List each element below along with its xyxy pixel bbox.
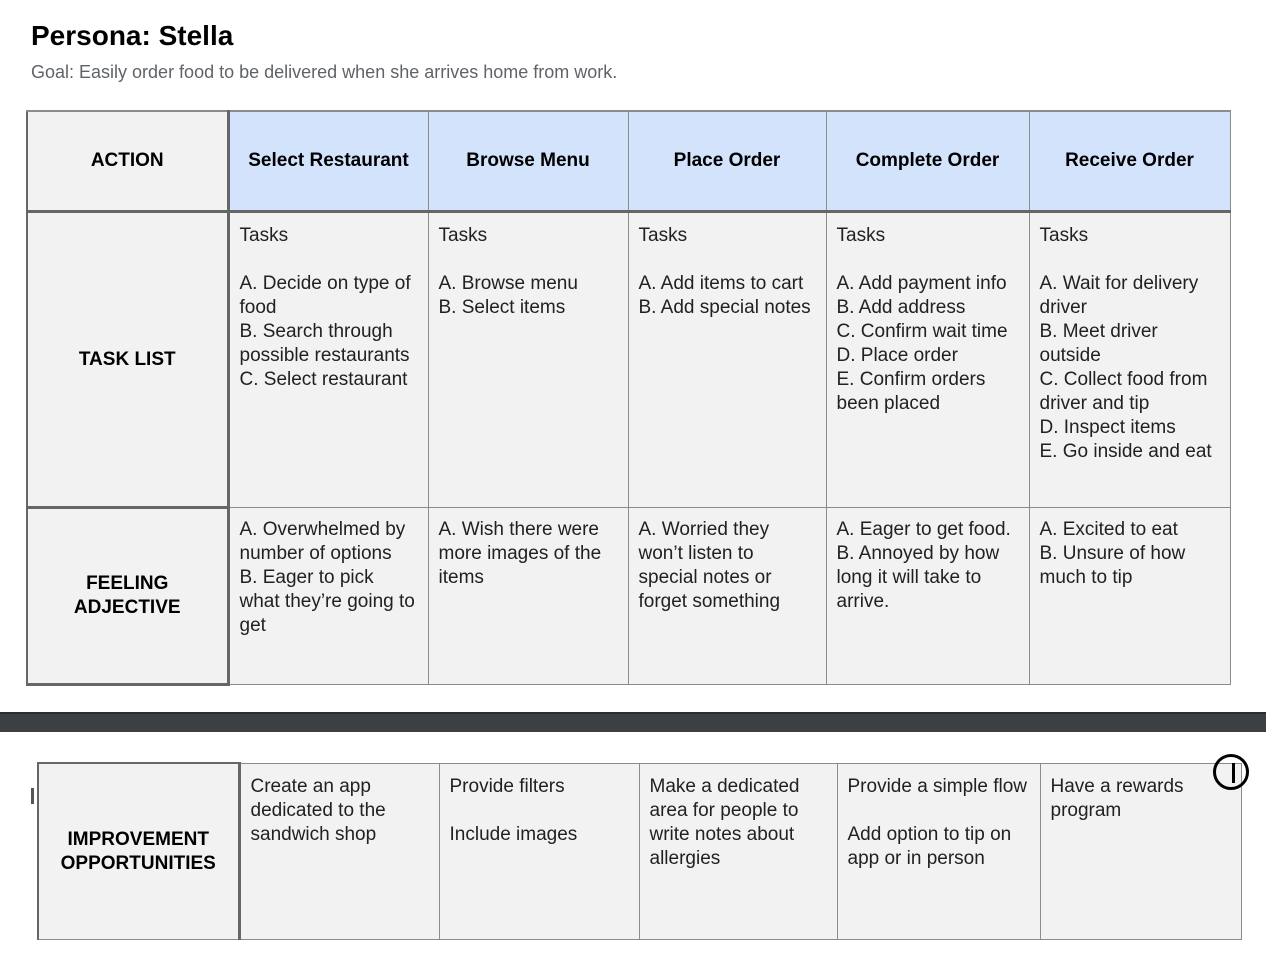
stage-header-receive-order: Receive Order: [1029, 111, 1230, 212]
action-row: [27, 111, 1230, 212]
task-list-row: [27, 212, 1230, 508]
row-label-feeling: FEELING ADJECTIVE: [27, 508, 228, 685]
improvement-cell: Provide a simple flow Add option to tip on app or in person: [837, 763, 1040, 940]
tasks-cell: Tasks A. Add items to cart B. Add special notes: [628, 212, 826, 508]
stage-header-complete-order: Complete Order: [826, 111, 1029, 212]
feeling-cell: A. Excited to eat B. Unsure of how much to tip: [1029, 508, 1230, 685]
feeling-cell: A. Worried they won’t listen to special notes or forget something: [628, 508, 826, 685]
tasks-cell: Tasks A. Decide on type of food B. Search through possible restaurants C. Select restaurant: [228, 212, 428, 508]
feeling-cell: A. Eager to get food. B. Annoyed by how long it will take to arrive.: [826, 508, 1029, 685]
journey-map-table: [26, 110, 1231, 686]
improvement-table: [37, 762, 1242, 940]
tasks-cell: Tasks A. Browse menu B. Select items: [428, 212, 628, 508]
improvement-cell: Create an app dedicated to the sandwich shop: [239, 763, 439, 940]
improvement-cell: Make a dedicated area for people to write notes about allergies: [639, 763, 837, 940]
tasks-cell: Tasks A. Add payment info B. Add address C. Confirm wait time D. Place order E. Confirm orders been placed: [826, 212, 1029, 508]
section-divider: [0, 712, 1266, 732]
stray-mark: [31, 788, 34, 804]
feeling-cell: A. Overwhelmed by number of options B. Eager to pick what they’re going to get: [228, 508, 428, 685]
improvement-row: [38, 763, 1241, 940]
improvement-cell: Have a rewards program: [1040, 763, 1241, 940]
row-label-improvement: IMPROVEMENT OPPORTUNITIES: [38, 763, 239, 940]
stage-header-browse-menu: Browse Menu: [428, 111, 628, 212]
persona-title: Persona: Stella: [31, 20, 234, 51]
info-circle-icon[interactable]: [1213, 754, 1249, 790]
feeling-cell: A. Wish there were more images of the items: [428, 508, 628, 685]
persona-goal: Goal: Easily order food to be delivered when she arrives home from work.: [31, 62, 618, 82]
improvement-cell: Provide filters Include images: [439, 763, 639, 940]
feeling-row: [27, 508, 1230, 685]
stage-header-select-restaurant: Select Restaurant: [228, 111, 428, 212]
row-label-action: ACTION: [27, 111, 228, 212]
tasks-cell: Tasks A. Wait for delivery driver B. Meet driver outside C. Collect food from driver and tip D. Inspect items E. Go inside and eat: [1029, 212, 1230, 508]
stage-header-place-order: Place Order: [628, 111, 826, 212]
row-label-task-list: TASK LIST: [27, 212, 228, 508]
